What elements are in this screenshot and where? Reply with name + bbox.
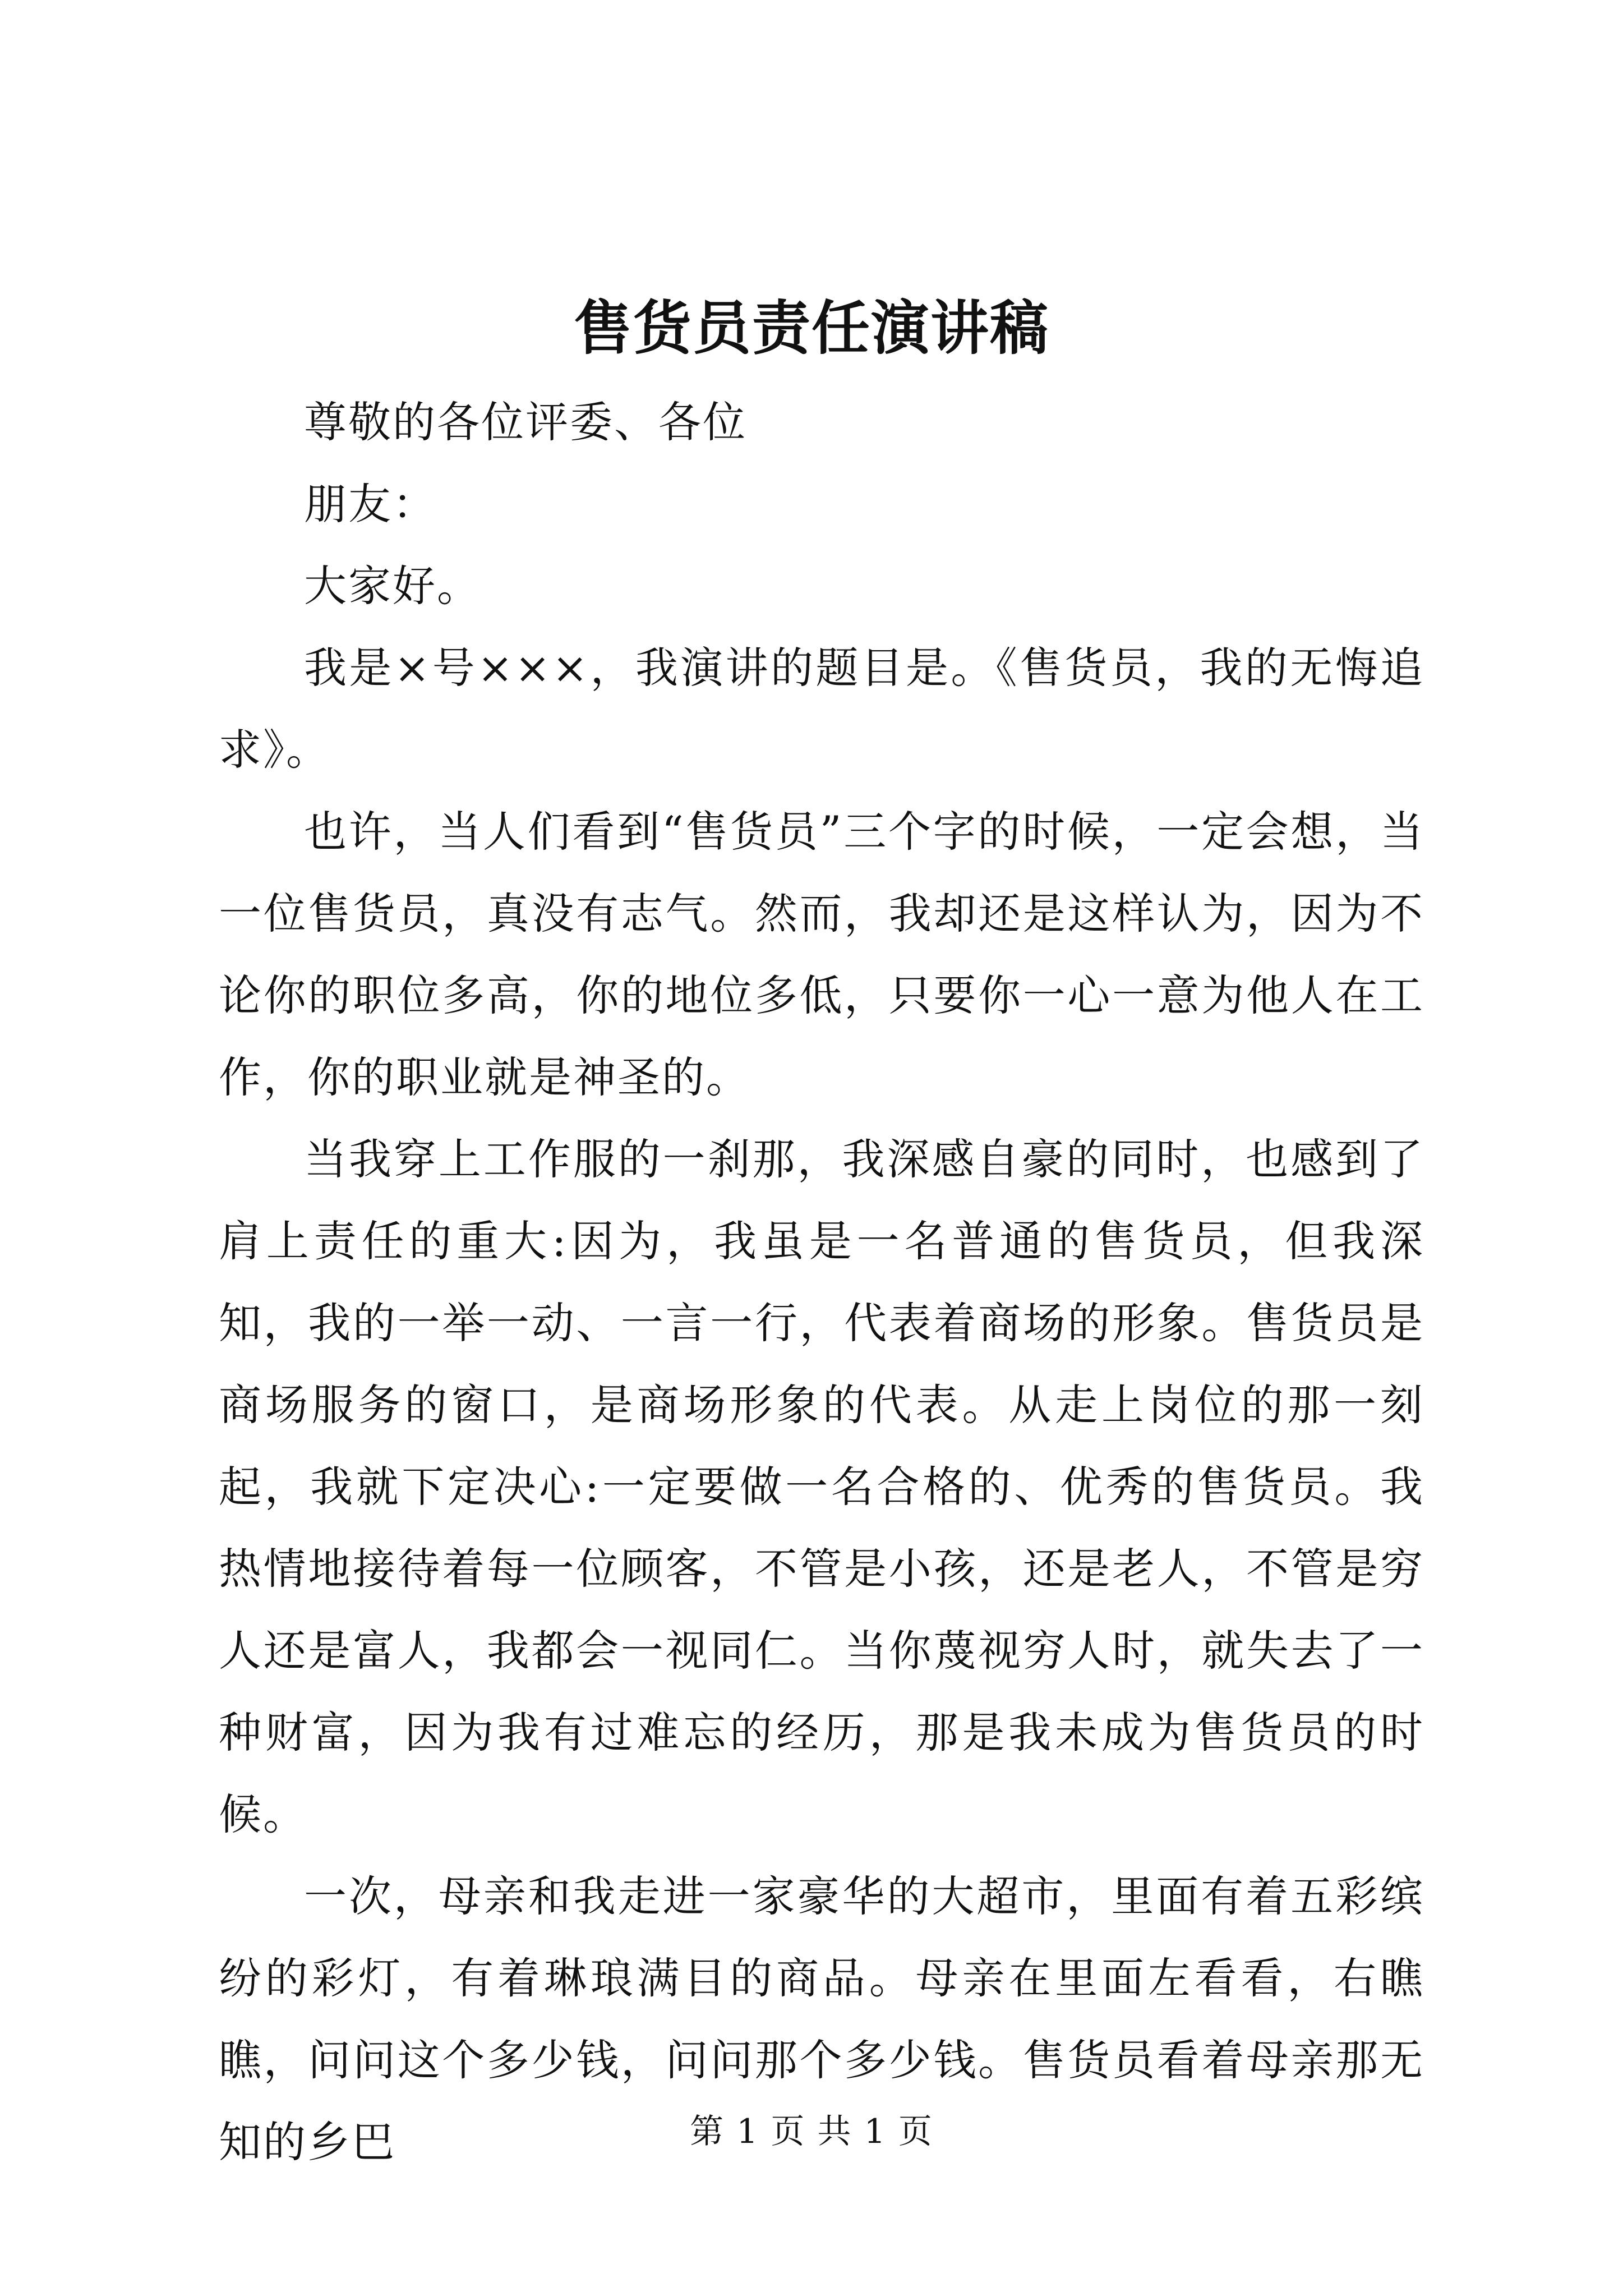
paragraph-body-1: 也许，当人们看到“售货员”三个字的时候，一定会想，当一位售货员，真没有志气。然而，我却还是这样认为，因为不论你的职位多高，你的地位多低，只要你一心一意为他人在工作，你的职业就是神圣的。: [219, 807, 1424, 1102]
paragraph-topic: 我是×号×××，我演讲的题目是。《售货员，我的无悔追求》。: [219, 643, 1424, 775]
paragraph-salutation: 尊敬的各位评委、各位: [304, 397, 747, 447]
paragraph-body-2: 当我穿上工作服的一刹那，我深感自豪的同时，也感到了肩上责任的重大:因为，我虽是一名普通的售货员，但我深知，我的一举一动、一言一行，代表着商场的形象。售货员是商场服务的窗口，是商场形象的代表。从走上岗位的那一刻起，我就下定决心:一定要做一名合格的、优秀的售货员。我热情地接待着每一位顾客，不管是小孩，还是老人，不管是穷人还是富人，我都会一视同仁。当你蔑视穷人时，就失去了一种财富，因为我有过难忘的经历，那是我未成为售货员的时候。: [219, 1134, 1424, 1839]
page-footer: 第 1 页 共 1 页: [690, 2112, 933, 2151]
paragraph-body-3: 一次，母亲和我走进一家豪华的大超市，里面有着五彩缤纷的彩灯，有着琳琅满目的商品。母亲在里面左看看，右瞧瞧，问问这个多少钱，问问那个多少钱。售货员看着母亲那无知的乡巴: [219, 1871, 1424, 2167]
document-title: 售货员责任演讲稿: [573, 293, 1049, 362]
paragraph-greeting: 大家好。: [304, 561, 481, 611]
document-body: [219, 381, 1424, 2183]
paragraph-friends: 朋友：: [304, 479, 437, 529]
